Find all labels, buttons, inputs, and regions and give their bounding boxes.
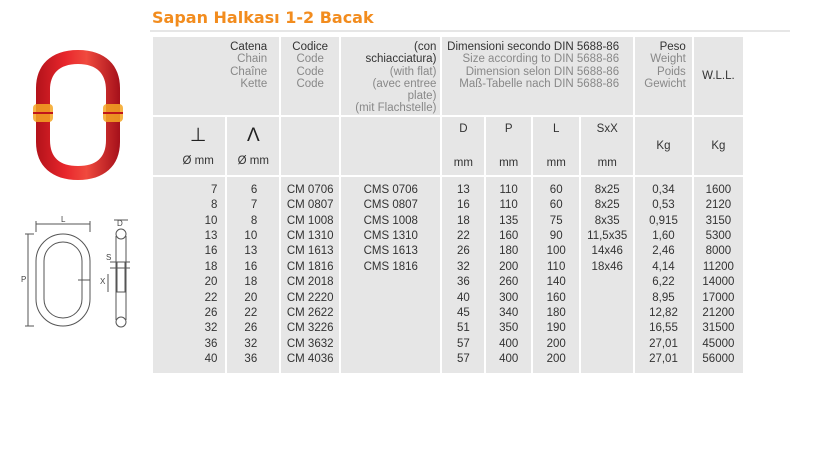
subheader-row <box>153 117 743 175</box>
header-catena: Catena Chain Chaîne Kette <box>153 37 279 115</box>
header-wll: W.L.L. <box>694 37 743 115</box>
sub-col1: ⊥ Ø mm <box>153 117 225 175</box>
col-chain-1: 7 8 10 13 16 18 20 22 26 32 36 40 <box>153 177 225 373</box>
col-code: CM 0706 CM 0807 CM 1008 CM 1310 CM 1613 CM 1816 CM 2018 CM 2220 CM 2622 CM 3226 CM 3632 CM 4036 <box>281 177 339 373</box>
label-x: X <box>100 277 106 286</box>
col-chain-2: 6 7 8 10 13 16 18 20 22 26 32 36 <box>227 177 279 373</box>
dimension-drawing <box>18 212 138 337</box>
label-p: P <box>21 275 27 284</box>
label-s: S <box>106 253 112 262</box>
sub-code-empty <box>281 117 339 175</box>
header-codice: Codice Code Code Code <box>281 37 339 115</box>
col-code-flat: CMS 0706 CMS 0807 CMS 1008 CMS 1310 CMS 1613 CMS 1816 <box>341 177 440 373</box>
col-sxx: 8x25 8x25 8x35 11,5x35 14x46 18x46 <box>581 177 633 373</box>
specs-table-wrapper <box>153 37 745 373</box>
sub-d: D mm <box>442 117 484 175</box>
label-d: D <box>117 219 123 228</box>
sub-kg-wll: Kg <box>694 117 743 175</box>
title-divider <box>150 30 790 32</box>
col-p: 110 110 135 160 180 200 260 300 340 350 400 400 <box>486 177 531 373</box>
col-l: 60 60 75 90 100 110 140 160 180 190 200 200 <box>533 177 579 373</box>
col-d: 13 16 18 22 26 32 36 40 45 51 57 57 <box>442 177 484 373</box>
sub-sxx: SxX mm <box>581 117 633 175</box>
header-row <box>153 37 743 115</box>
sub-l: L mm <box>533 117 579 175</box>
sub-col2: Λ Ø mm <box>227 117 279 175</box>
header-flat: (con schiacciatura) (with flat) (avec entree plate) (mit Flachstelle) <box>341 37 440 115</box>
header-peso: Peso Weight Poids Gewicht <box>635 37 692 115</box>
label-l: L <box>61 215 66 224</box>
sub-flat-empty <box>341 117 440 175</box>
lambda-icon: Λ <box>246 124 260 146</box>
header-dimensioni: Dimensioni secondo DIN 5688-86 Size according to DIN 5688-86 Dimension selon DIN 5688-86 Maß-Tabelle nach DIN 5688-86 <box>442 37 633 115</box>
perpendicular-icon: ⊥ <box>189 125 207 147</box>
page-title: Sapan Halkası 1-2 Bacak <box>152 8 374 27</box>
col-weight: 0,34 0,53 0,915 1,60 2,46 4,14 6,22 8,95 12,82 16,55 27,01 27,01 <box>635 177 692 373</box>
data-row-block <box>153 177 743 373</box>
specs-table <box>151 37 745 373</box>
master-link-image <box>28 44 128 186</box>
sub-p: P mm <box>486 117 531 175</box>
sub-kg-weight: Kg <box>635 117 692 175</box>
col-wll: 1600 2120 3150 5300 8000 11200 14000 17000 21200 31500 45000 56000 <box>694 177 743 373</box>
